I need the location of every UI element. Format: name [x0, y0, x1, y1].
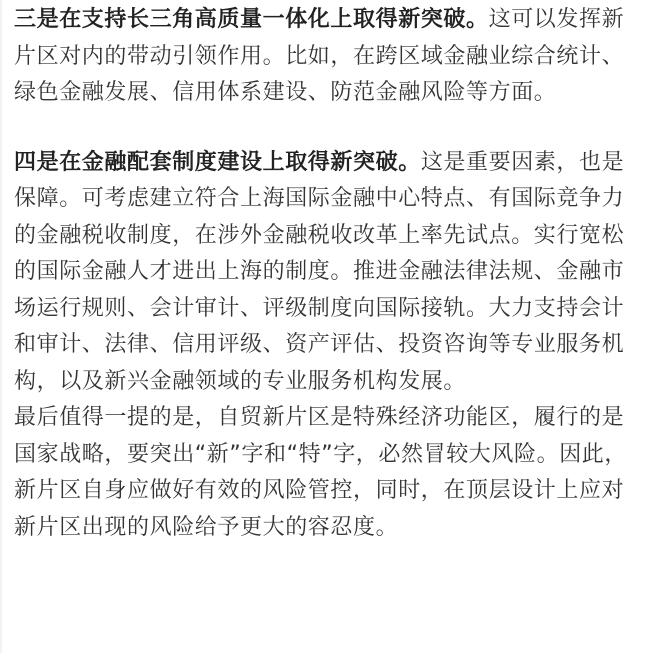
paragraph-text: 这可以发挥新片区对内的带动引领作用。比如，在跨区域金融业综合统计、绿色金融发展、信用体系建设、防范金融风险等方面。	[14, 7, 625, 105]
paragraph-yangtze-delta	[14, 2, 642, 112]
paragraph-conclusion	[14, 400, 642, 546]
paragraph-financial-system	[14, 145, 642, 401]
paragraph-lead: 四是在金融配套制度建设上取得新突破。	[14, 149, 421, 175]
paragraph-text: 最后值得一提的是，自贸新片区是特殊经济功能区，履行的是国家战略，要突出“新”字和“特”字，必然冒较大风险。因此，新片区自身应做好有效的风险管控，同时，在顶层设计上应对新片区出现的风险给予更大的容忍度。	[14, 405, 627, 540]
paragraph-text: 这是重要因素，也是保障。可考虑建立符合上海国际金融中心特点、有国际竞争力的金融税收制度，在涉外金融税收改革上率先试点。实行宽松的国际金融人才进出上海的制度。推进金融法律法规、金融市场运行规则、会计审计、评级制度向国际接轨。大力支持会计和审计、法律、信用评级、资产评估、投资咨询等专业服务机构，以及新兴金融领域的专业服务机构发展。	[14, 149, 625, 394]
paragraph-lead: 三是在支持长三角高质量一体化上取得新突破。	[14, 7, 489, 32]
